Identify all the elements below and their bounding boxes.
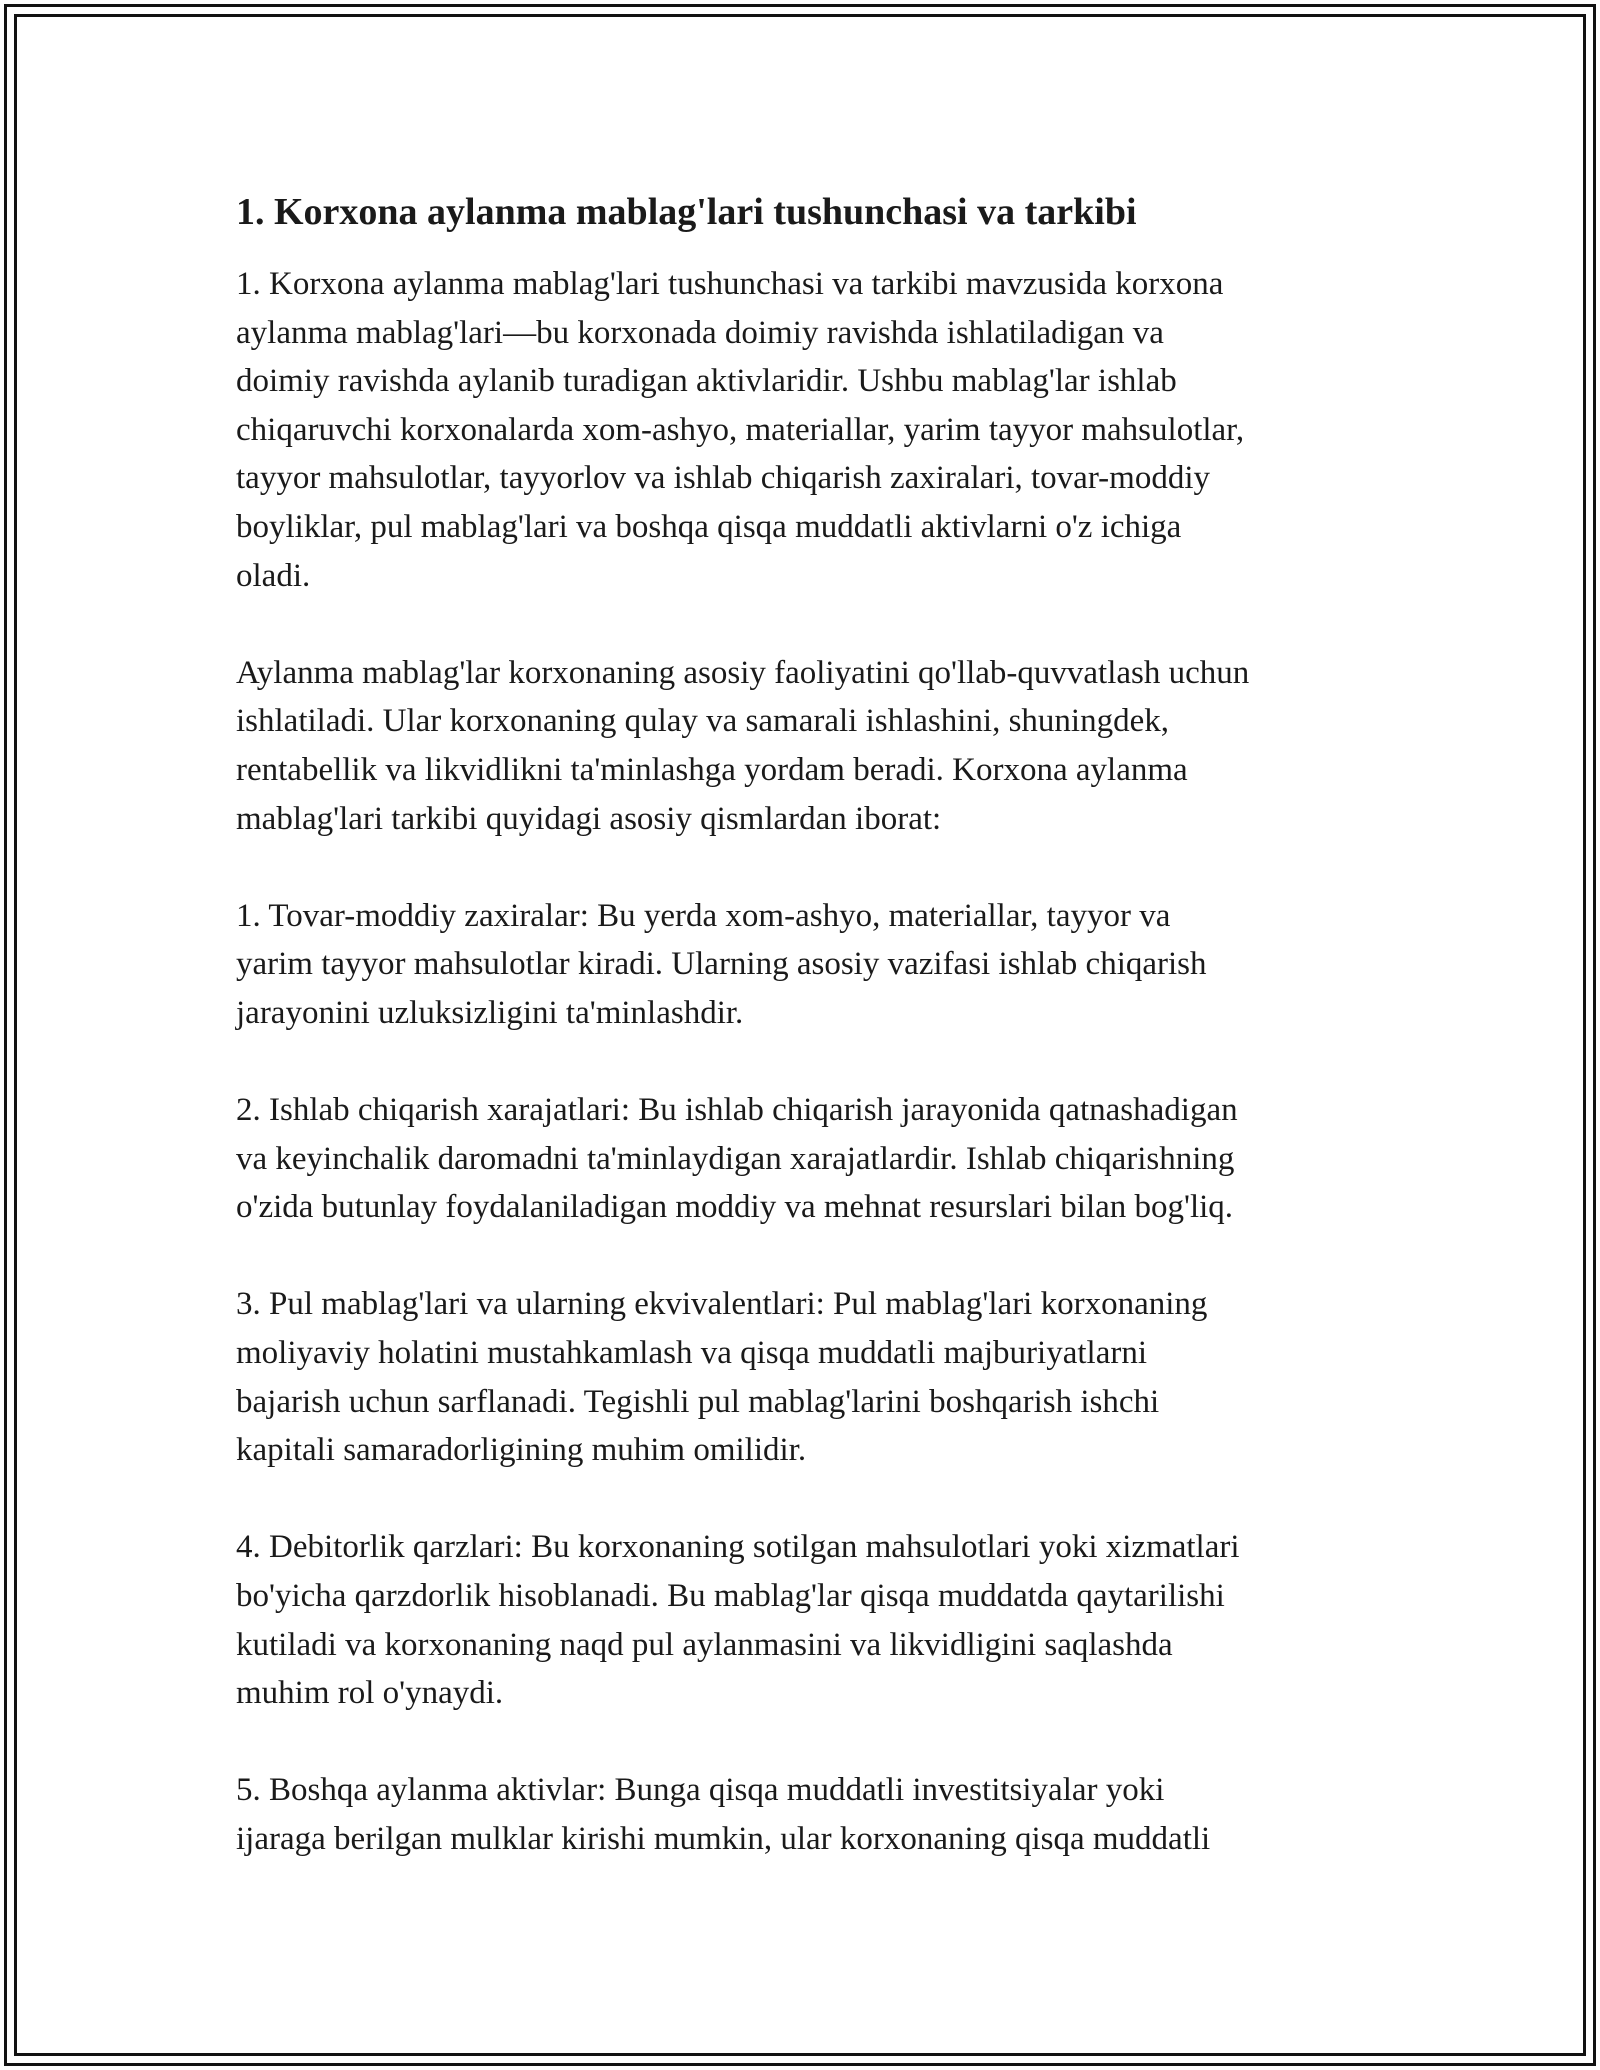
- text-line: 1. Korxona aylanma mablag'lari tushunchasi va tarkibi mavzusida korxona: [236, 266, 1224, 302]
- text-line: kutiladi va korxonaning naqd pul aylanmasini va likvidligini saqlashda: [236, 1626, 1173, 1663]
- text-line: 3. Pul mablag'lari va ularning ekvivalentlari: Pul mablag'lari korxonaning: [236, 1286, 1208, 1323]
- text-line: bajarish uchun sarflanadi. Tegishli pul mablag'larini boshqarish ishchi: [236, 1383, 1160, 1420]
- text-line: boyliklar, pul mablag'lari va boshqa qisqa muddatli aktivlarni o'z ichiga: [236, 508, 1182, 545]
- list-item-cash: [236, 1280, 1376, 1474]
- text-line: bo'yicha qarzdorlik hisoblanadi. Bu mablag'lar qisqa muddatda qaytarilishi: [236, 1578, 1225, 1615]
- paragraph-intro: [236, 260, 1376, 600]
- text-line: ijaraga berilgan mulklar kirishi mumkin, ular korxonaning qisqa muddatli: [236, 1821, 1211, 1857]
- text-line: rentabellik va likvidlikni ta'minlashga yordam beradi. Korxona aylanma: [236, 751, 1188, 788]
- text-line: Aylanma mablag'lar korxonaning asosiy faoliyatini qo'llab-quvvatlash uchun: [236, 654, 1250, 691]
- text-line: oladi.: [236, 557, 311, 594]
- document-body: [236, 186, 1376, 1912]
- text-line: moliyaviy holatini mustahkamlash va qisqa muddatli majburiyatlarni: [236, 1335, 1147, 1372]
- list-item-receivables: [236, 1523, 1376, 1717]
- text-line: muhim rol o'ynaydi.: [236, 1675, 504, 1712]
- text-line: o'zida butunlay foydalaniladigan moddiy va mehnat resurslari bilan bog'liq.: [236, 1189, 1234, 1226]
- text-line: aylanma mablag'lari—bu korxonada doimiy ravishda ishlatiladigan va: [236, 314, 1164, 351]
- text-line: kapitali samaradorligining muhim omilidir.: [236, 1432, 807, 1469]
- list-item-other-assets: [236, 1766, 1376, 1863]
- list-item-production-costs: [236, 1086, 1376, 1232]
- text-line: tayyor mahsulotlar, tayyorlov va ishlab chiqarish zaxiralari, tovar-moddiy: [236, 460, 1210, 497]
- list-item-inventory: [236, 892, 1376, 1038]
- text-line: va keyinchalik daromadni ta'minlaydigan xarajatlardir. Ishlab chiqarishning: [236, 1140, 1235, 1177]
- text-line: 2. Ishlab chiqarish xarajatlari: Bu ishlab chiqarish jarayonida qatnashadigan: [236, 1092, 1238, 1129]
- text-line: doimiy ravishda aylanib turadigan aktivlaridir. Ushbu mablag'lar ishlab: [236, 363, 1177, 400]
- text-line: yarim tayyor mahsulotlar kiradi. Ularning asosiy vazifasi ishlab chiqarish: [236, 946, 1207, 983]
- text-line: 4. Debitorlik qarzlari: Bu korxonaning sotilgan mahsulotlari yoki xizmatlari: [236, 1529, 1240, 1566]
- paragraph-purpose: [236, 649, 1376, 843]
- document-title: 1. Korxona aylanma mablag'lari tushunchasi va tarkibi: [236, 191, 1137, 233]
- text-line: 1. Tovar-moddiy zaxiralar: Bu yerda xom-ashyo, materiallar, tayyor va: [236, 897, 1171, 934]
- text-line: jarayonini uzluksizligini ta'minlashdir.: [236, 994, 744, 1031]
- text-line: mablag'lari tarkibi quyidagi asosiy qismlardan iborat:: [236, 800, 942, 837]
- text-line: chiqaruvchi korxonalarda xom-ashyo, materiallar, yarim tayyor mahsulotlar,: [236, 411, 1245, 448]
- text-line: ishlatiladi. Ular korxonaning qulay va samarali ishlashini, shuningdek,: [236, 703, 1169, 740]
- text-line: 5. Boshqa aylanma aktivlar: Bunga qisqa muddatli investitsiyalar yoki: [236, 1772, 1165, 1809]
